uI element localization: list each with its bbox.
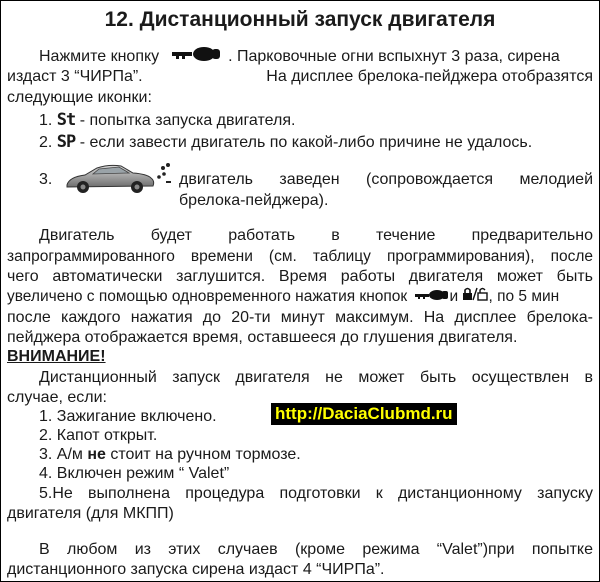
para2-line-4-text-b: и bbox=[449, 288, 459, 306]
para2-line-3: чего автоматически заглушится. Время работы двигателя может быть bbox=[7, 268, 593, 285]
icon-item-1-number: 1. bbox=[39, 112, 53, 129]
para2-line-4-text-c: , по 5 мин bbox=[488, 288, 560, 306]
intro-line-1 bbox=[39, 46, 560, 68]
key-button-icon bbox=[415, 287, 449, 307]
condition-item-1: 1. Зажигание включено. bbox=[39, 408, 217, 425]
key-button-icon bbox=[172, 46, 222, 68]
condition-item-5-line-2: двигателя (для МКПП) bbox=[7, 505, 174, 522]
condition-item-4: 4. Включен режим “ Valet” bbox=[39, 465, 230, 482]
warning-line-2: случае, если: bbox=[7, 389, 107, 406]
icon-item-3-number: 3. bbox=[39, 171, 53, 188]
icon-item-1 bbox=[39, 110, 295, 131]
para2-line-5: после каждого нажатия до 20-ти минут максимум. На дисплее брелока- bbox=[7, 309, 593, 326]
condition-item-5-line-1: 5.Не выполнена процедура подготовки к дистанционному запуску bbox=[39, 485, 593, 502]
condition-item-3-b: стоит на ручном тормозе. bbox=[105, 446, 301, 463]
para2-line-2: запрограммированного времени (см. таблицу программирования), после bbox=[7, 248, 593, 265]
para2-line-4-text-a: увеличено с помощью одновременного нажатия кнопок bbox=[7, 288, 408, 306]
condition-item-3 bbox=[39, 445, 301, 465]
start-failed-icon: SP bbox=[56, 132, 76, 152]
intro-line-3: следующие иконки: bbox=[7, 89, 152, 106]
intro-text-b: . Парковочные огни вспыхнут 3 раза, сирена bbox=[228, 48, 560, 66]
lock-unlock-button-icon bbox=[462, 287, 488, 307]
icon-item-2-text: - если завести двигатель по какой-либо причине не удалось. bbox=[75, 134, 533, 151]
icon-item-3-text-line-1: двигатель заведен (сопровождается мелодией bbox=[179, 171, 593, 188]
para2-line-1: Двигатель будет работать в течение предварительно bbox=[39, 227, 593, 244]
para2-line-6: пейджера отображается время, оставшееся до глушения двигателя. bbox=[7, 329, 518, 346]
condition-item-2: 2. Капот открыт. bbox=[39, 427, 158, 444]
section-title: 12. Дистанционный запуск двигателя bbox=[104, 8, 496, 31]
start-attempt-icon: St bbox=[56, 110, 76, 130]
icon-item-2 bbox=[39, 132, 532, 153]
closing-line-2: дистанционного запуска сирена издаст 4 “ЧИРПа”. bbox=[7, 561, 385, 578]
closing-line-1: В любом из этих случаев (кроме режима “Valet”)при попытке bbox=[39, 541, 593, 558]
condition-item-3-emphasis: не bbox=[87, 446, 106, 463]
intro-text-a: Нажмите кнопку bbox=[39, 48, 160, 66]
warning-line-1: Дистанционный запуск двигателя не может быть осуществлен в bbox=[39, 369, 593, 386]
watermark-url: http://DaciaClubmd.ru bbox=[271, 403, 457, 425]
warning-heading: ВНИМАНИЕ! bbox=[7, 348, 106, 365]
condition-item-3-a: 3. А/м bbox=[39, 446, 88, 463]
car-remote-start-icon bbox=[63, 157, 173, 203]
icon-item-1-text: - попытка запуска двигателя. bbox=[75, 112, 296, 129]
intro-text-c: издаст 3 “ЧИРПа”. bbox=[7, 68, 143, 85]
para2-line-4 bbox=[7, 287, 593, 307]
intro-text-d: На дисплее брелока-пейджера отобразятся bbox=[266, 68, 593, 85]
icon-item-3-text-line-2: брелока-пейджера). bbox=[179, 192, 329, 209]
intro-line-2 bbox=[7, 67, 593, 87]
icon-item-2-number: 2. bbox=[39, 134, 53, 151]
